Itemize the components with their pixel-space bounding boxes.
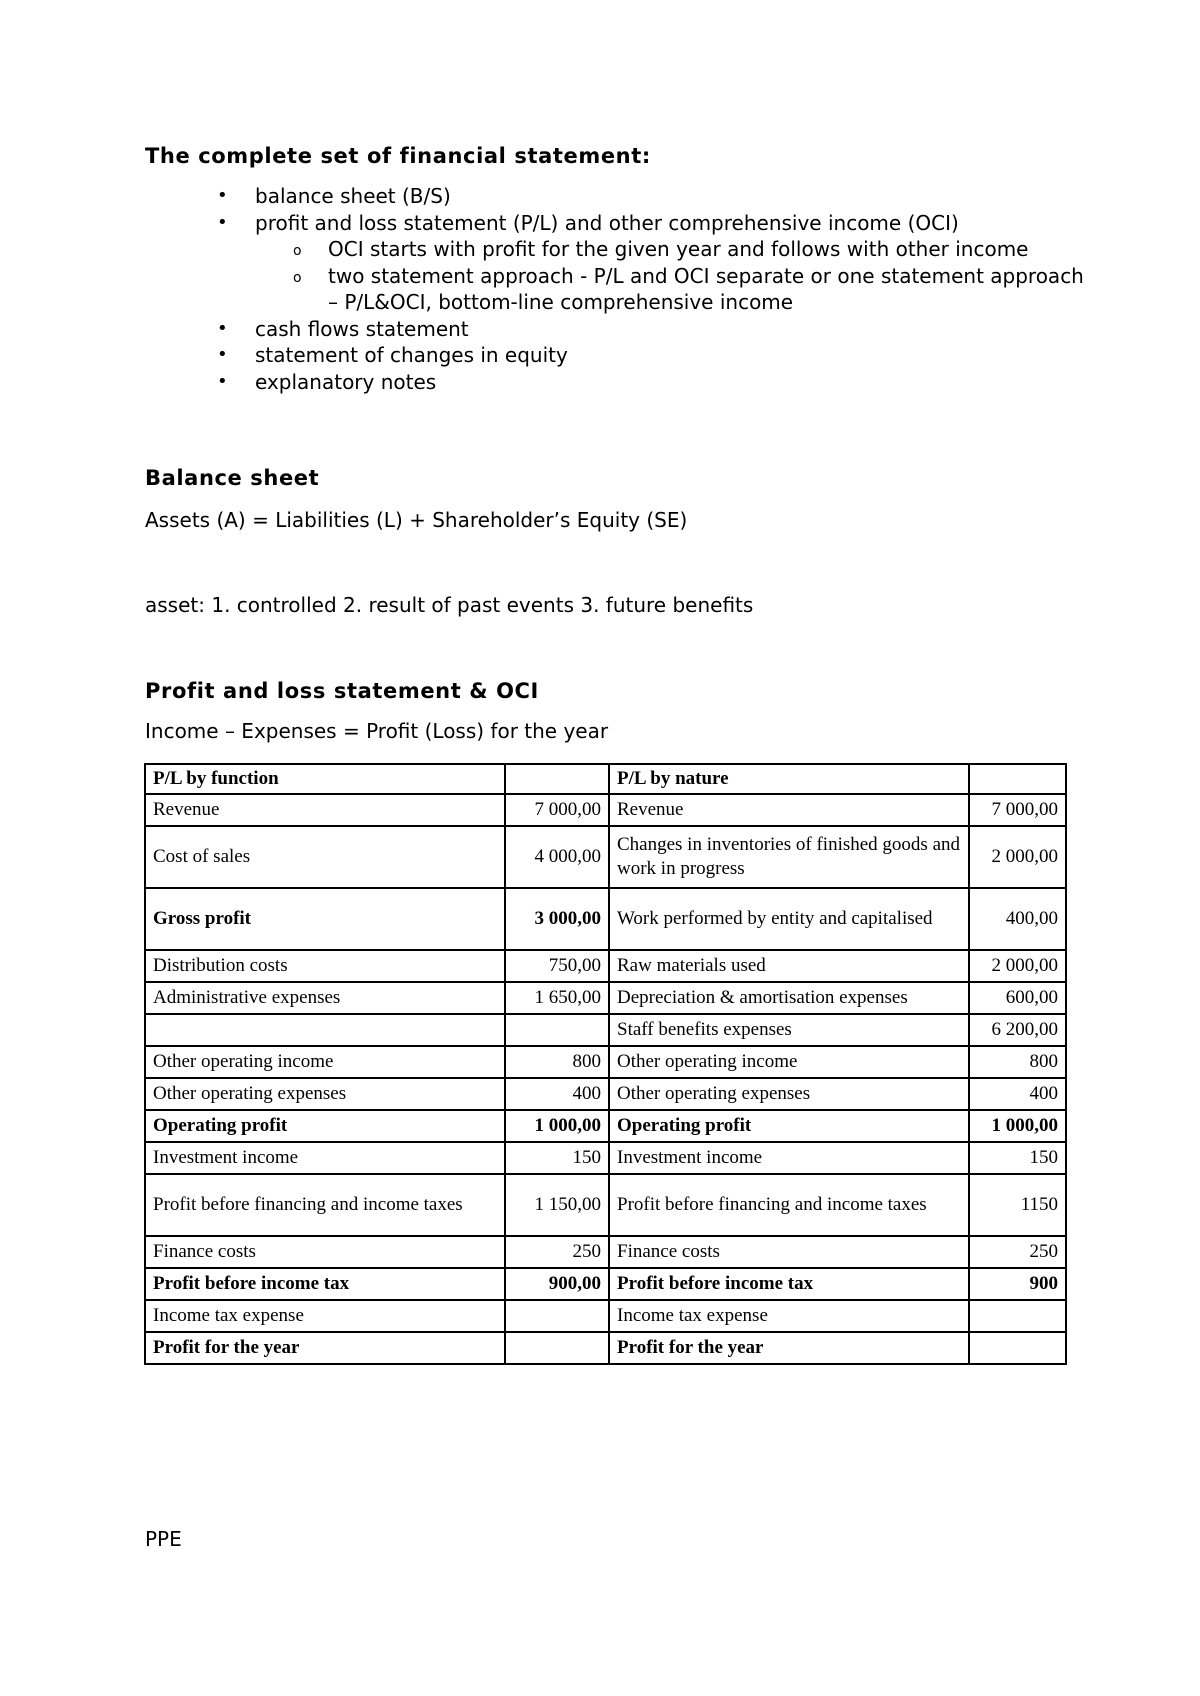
bullet-icon: • <box>217 185 228 206</box>
table-row <box>145 1142 1066 1174</box>
table-cell-label: Operating profit <box>609 1110 969 1142</box>
table-cell-value: 400 <box>505 1078 609 1110</box>
table-header-row <box>145 764 1066 794</box>
table-cell-label: Revenue <box>609 794 969 826</box>
table-cell-label: P/L by function <box>145 764 505 794</box>
list-item-text: balance sheet (B/S) <box>255 184 451 208</box>
table-cell-label: Income tax expense <box>145 1300 505 1332</box>
bullet-icon: • <box>217 370 228 392</box>
table-cell-label: Depreciation & amortisation expenses <box>609 982 969 1014</box>
list-item-text: profit and loss statement (P/L) and other comprehensive income (OCI) <box>255 210 959 235</box>
table-cell-label: Income tax expense <box>609 1300 969 1332</box>
table-cell-value: 1150 <box>969 1174 1066 1236</box>
table-cell-label: Finance costs <box>609 1236 969 1268</box>
sub-list-item-text: OCI starts with profit for the given year and follows with other income <box>328 237 1029 261</box>
table-cell-value: 4 000,00 <box>505 826 609 888</box>
table-cell-value: 1 000,00 <box>505 1110 609 1142</box>
table-cell-label <box>145 1014 505 1046</box>
table-row <box>145 1014 1066 1046</box>
table-cell-label: Changes in inventories of finished goods and work in progress <box>609 826 969 888</box>
table-cell-value: 2 000,00 <box>969 950 1066 982</box>
table-cell-value: 800 <box>969 1046 1066 1078</box>
table-cell-label: Profit for the year <box>145 1332 505 1364</box>
table-cell-value <box>969 1332 1066 1364</box>
table-row <box>145 982 1066 1014</box>
table-cell-label: Revenue <box>145 794 505 826</box>
table-cell-value: 150 <box>969 1142 1066 1174</box>
sub-list-item <box>145 263 1085 316</box>
table-cell-value: 250 <box>505 1236 609 1268</box>
table-row <box>145 1078 1066 1110</box>
table-cell-value <box>505 1332 609 1364</box>
table-cell-label: Operating profit <box>145 1110 505 1142</box>
table-cell-label: P/L by nature <box>609 764 969 794</box>
table-cell-value: 1 650,00 <box>505 982 609 1014</box>
table-cell-value: 7 000,00 <box>969 794 1066 826</box>
table-row <box>145 1300 1066 1332</box>
asset-definition: asset: 1. controlled 2. result of past events 3. future benefits <box>145 593 754 617</box>
table-cell-label: Work performed by entity and capitalised <box>609 888 969 950</box>
table-cell-label: Cost of sales <box>145 826 505 888</box>
financial-statements-list <box>145 183 1085 395</box>
table-row <box>145 826 1066 888</box>
table-cell-label: Other operating expenses <box>609 1078 969 1110</box>
table-cell-label: Profit before income tax <box>145 1268 505 1300</box>
table-cell-value: 1 150,00 <box>505 1174 609 1236</box>
table-cell-label: Other operating income <box>145 1046 505 1078</box>
table-cell-value <box>505 764 609 794</box>
table-cell-value: 7 000,00 <box>505 794 609 826</box>
table-cell-value: 400 <box>969 1078 1066 1110</box>
list-item-text: statement of changes in equity <box>255 343 568 367</box>
list-item-text: cash flows statement <box>255 316 469 341</box>
table-row <box>145 1046 1066 1078</box>
balance-sheet-equation: Assets (A) = Liabilities (L) + Shareholder’s Equity (SE) <box>145 508 688 532</box>
pl-table <box>144 763 1067 1365</box>
sub-list-item <box>145 236 1085 263</box>
sub-bullet-icon: o <box>293 243 302 259</box>
table-cell-label: Other operating expenses <box>145 1078 505 1110</box>
list-item-text: explanatory notes <box>255 369 437 394</box>
table-cell-label: Profit for the year <box>609 1332 969 1364</box>
footer-text: PPE <box>145 1527 182 1551</box>
sub-list <box>145 236 1085 316</box>
list-item <box>145 342 1085 369</box>
list-item <box>145 369 1085 396</box>
table-row <box>145 888 1066 950</box>
table-cell-label: Finance costs <box>145 1236 505 1268</box>
table-row <box>145 950 1066 982</box>
table-cell-value <box>505 1014 609 1046</box>
table-cell-value <box>969 764 1066 794</box>
table-cell-label: Profit before income tax <box>609 1268 969 1300</box>
list-item <box>145 183 1085 210</box>
table-row <box>145 1110 1066 1142</box>
table-cell-value: 6 200,00 <box>969 1014 1066 1046</box>
table-row <box>145 1332 1066 1364</box>
table-cell-label: Distribution costs <box>145 950 505 982</box>
table-cell-value: 400,00 <box>969 888 1066 950</box>
table-cell-label: Staff benefits expenses <box>609 1014 969 1046</box>
section-title-balance-sheet: Balance sheet <box>145 466 320 490</box>
table-cell-label: Investment income <box>609 1142 969 1174</box>
table-cell-label: Gross profit <box>145 888 505 950</box>
table-cell-label: Other operating income <box>609 1046 969 1078</box>
table-cell-value: 2 000,00 <box>969 826 1066 888</box>
section-title-profit-loss: Profit and loss statement & OCI <box>145 679 539 703</box>
bullet-icon: • <box>217 317 228 339</box>
table-row <box>145 1174 1066 1236</box>
table-cell-label: Investment income <box>145 1142 505 1174</box>
bullet-icon: • <box>217 211 228 233</box>
table-cell-label: Raw materials used <box>609 950 969 982</box>
table-row <box>145 794 1066 826</box>
sub-bullet-icon: o <box>293 269 302 286</box>
table-cell-label: Administrative expenses <box>145 982 505 1014</box>
table-cell-value: 900,00 <box>505 1268 609 1300</box>
table-cell-value <box>505 1300 609 1332</box>
table-cell-value <box>969 1300 1066 1332</box>
table-cell-value: 900 <box>969 1268 1066 1300</box>
table-cell-value: 600,00 <box>969 982 1066 1014</box>
table-cell-value: 150 <box>505 1142 609 1174</box>
table-cell-label: Profit before financing and income taxes <box>145 1174 505 1236</box>
section-title-financial-statements: The complete set of financial statement: <box>145 144 651 168</box>
sub-list-item-text: two statement approach - P/L and OCI separate or one statement approach – P/L&OCI, bottom-line comprehensive income <box>328 263 1084 314</box>
table-cell-value: 250 <box>969 1236 1066 1268</box>
table-cell-value: 750,00 <box>505 950 609 982</box>
table-row <box>145 1268 1066 1300</box>
list-item <box>145 210 1085 316</box>
table-cell-value: 800 <box>505 1046 609 1078</box>
bullet-icon: • <box>217 344 228 365</box>
table-cell-value: 3 000,00 <box>505 888 609 950</box>
table-cell-label: Profit before financing and income taxes <box>609 1174 969 1236</box>
table-row <box>145 1236 1066 1268</box>
list-item <box>145 316 1085 343</box>
profit-loss-equation: Income – Expenses = Profit (Loss) for the year <box>145 719 609 743</box>
table-cell-value: 1 000,00 <box>969 1110 1066 1142</box>
